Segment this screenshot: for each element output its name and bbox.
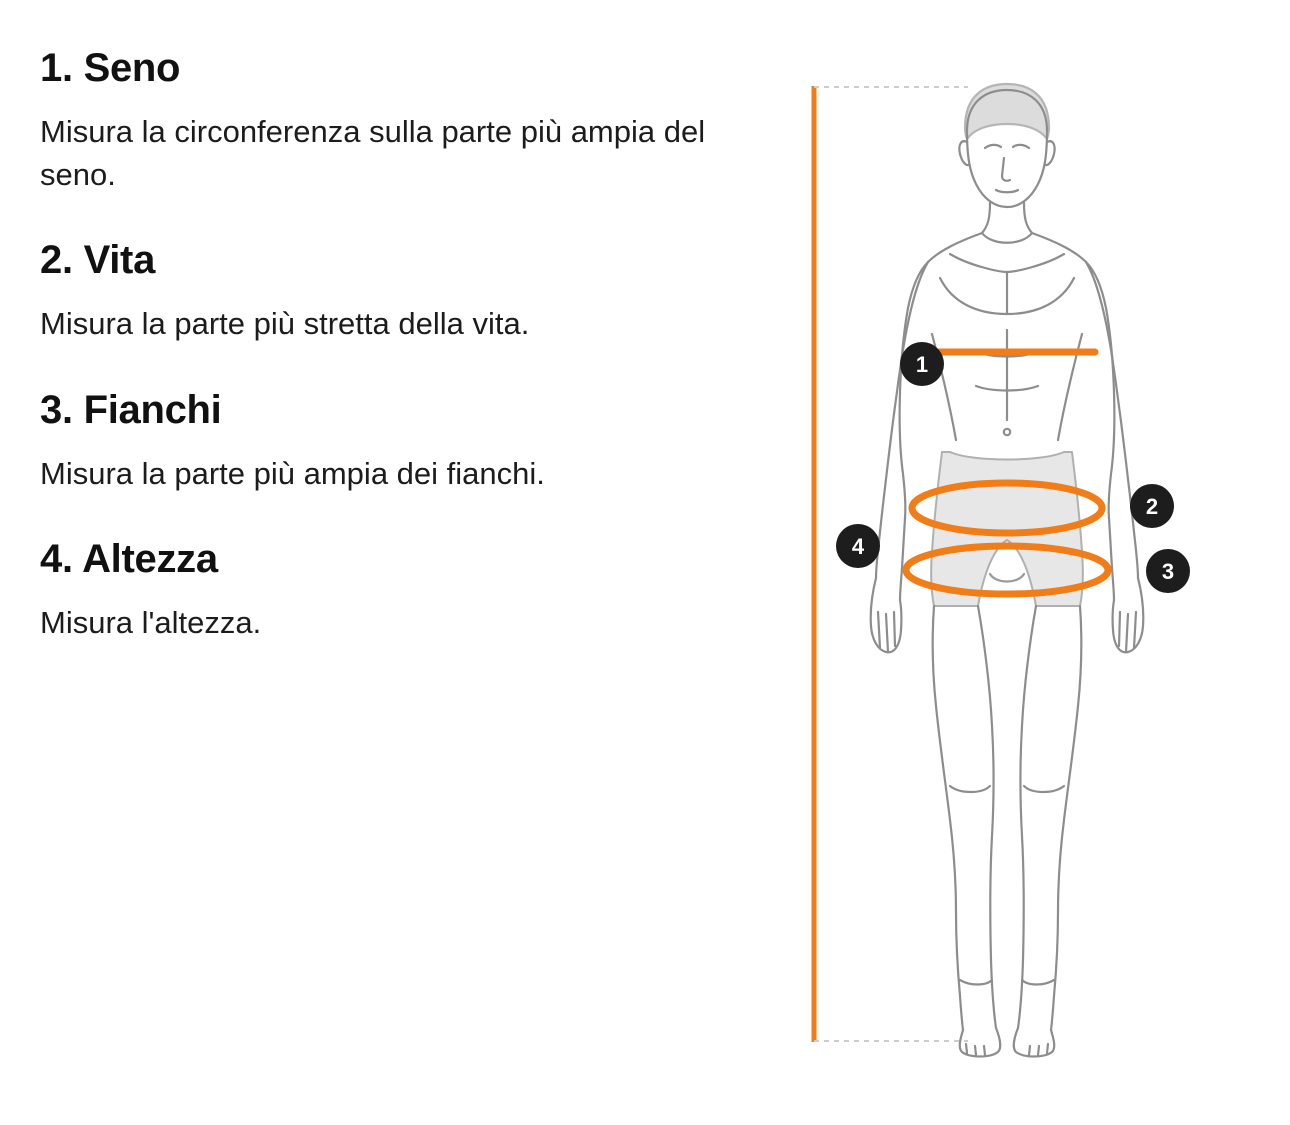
badge-3 [1146,549,1190,593]
badge-2 [1130,484,1174,528]
step-2-title: 2. Vita [40,238,156,283]
ankle-left [960,980,992,985]
shorts-fly-line [990,574,1024,582]
finger-right-2 [1126,614,1128,652]
instruction-step-3 [40,388,800,496]
badge-2-label: 2 [1145,494,1159,519]
arm-left-inner [900,518,905,600]
eyebrow-left [985,145,1001,148]
instruction-step-2 [40,238,800,346]
badge-4 [836,524,880,568]
step-2-description: Misura la parte più stretta della vita. [40,306,530,342]
toe-right-2 [1038,1046,1039,1055]
badge-3-label: 3 [1161,559,1175,584]
arm-right-inner [1109,518,1114,600]
arm-right-outer [1086,262,1138,578]
step-4-description: Misura l'altezza. [40,605,262,641]
body-measurement-figure [800,0,1290,1125]
instruction-step-1 [40,46,800,196]
hair-shape [965,84,1049,139]
eyebrow-right [1013,145,1029,148]
chest-top-line [950,254,1064,272]
collar-line [982,233,1032,243]
ankle-right [1022,980,1054,985]
toe-left-3 [984,1046,985,1055]
badge-1-label: 1 [915,352,929,377]
step-3-title: 3. Fianchi [40,387,222,432]
nose-line [1002,158,1010,181]
arm-left-outer [876,262,928,578]
instruction-step-4 [40,537,800,645]
leg-left-outer [933,606,963,1030]
step-4-title: 4. Altezza [40,537,218,582]
leg-left-inner [978,606,996,1028]
finger-left-3 [894,612,895,646]
body-outline [871,84,1144,1057]
body-diagram-svg [800,0,1290,1125]
neck-right [1024,203,1032,233]
toe-right-1 [1047,1044,1048,1053]
badge-4-label: 4 [851,534,865,559]
badge-1 [900,342,944,386]
knee-right [1024,786,1064,792]
step-1-description: Misura la circonferenza sulla parte più ampia del seno. [40,113,706,192]
finger-left-2 [886,614,888,652]
step-1-title: 1. Seno [40,46,181,90]
neck-left [982,203,990,233]
mouth-line [996,190,1018,192]
finger-left-1 [878,612,880,648]
leg-right-outer [1051,606,1081,1030]
toe-right-3 [1029,1046,1030,1055]
leg-right-inner [1018,606,1036,1028]
knee-left [950,786,990,792]
step-3-description: Misura la parte più ampia dei fianchi. [40,455,545,491]
toe-left-2 [975,1046,976,1055]
navel [1004,429,1010,435]
finger-right-3 [1119,612,1120,646]
toe-left-1 [966,1044,967,1053]
finger-right-1 [1134,612,1136,648]
